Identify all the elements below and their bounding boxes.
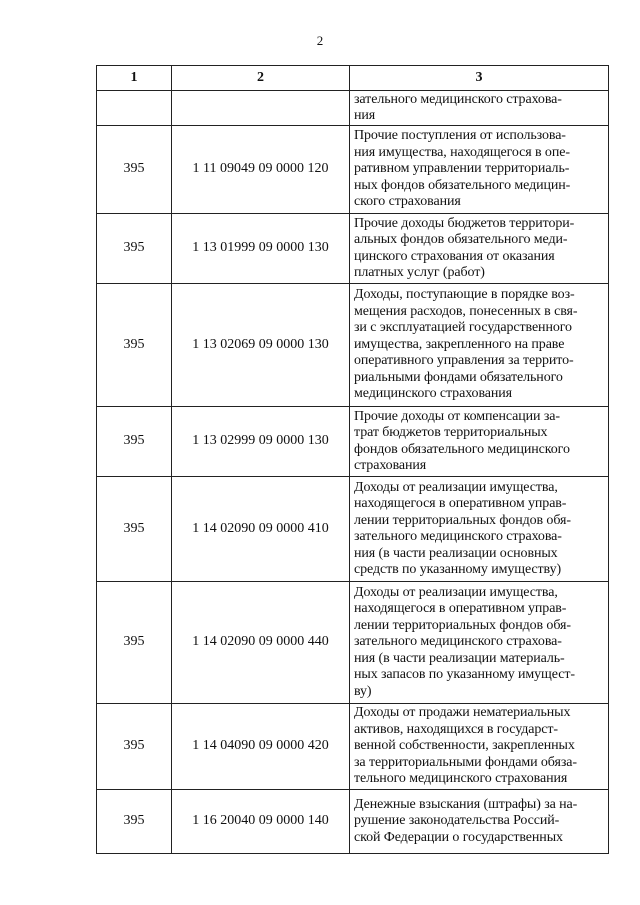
income-description-cell <box>350 790 609 854</box>
table-row <box>97 582 609 704</box>
description-line: Доходы от продажи нематериальных <box>354 705 571 721</box>
description-line: зательного медицинского страхова- <box>354 634 562 650</box>
description-line: тельного медицинского страхования <box>354 771 568 787</box>
description-line: ративном управлении территориаль- <box>354 161 570 177</box>
description-line: лении территориальных фондов обя- <box>354 512 571 528</box>
admin-code-cell <box>97 91 172 126</box>
description-line: страхования <box>354 458 427 473</box>
description-line: ния имущества, находящегося в опе- <box>354 144 570 160</box>
description-line: Доходы, поступающие в порядке воз- <box>354 287 575 303</box>
table-row <box>97 284 609 407</box>
description-line: ву) <box>354 683 372 699</box>
description-line: находящегося в оперативном управ- <box>354 601 567 617</box>
budget-codes-table <box>96 65 609 854</box>
income-description-cell <box>350 126 609 214</box>
income-description-cell <box>350 582 609 704</box>
description-line: Денежные взыскания (штрафы) за на- <box>354 796 578 812</box>
description-line: альных фондов обязательного меди- <box>354 232 568 247</box>
admin-code-cell: 395 <box>97 126 172 214</box>
description-line: мещения расходов, понесенных в свя- <box>354 303 578 319</box>
description-line: ния (в части реализации материаль- <box>354 650 565 666</box>
description-line: ния (в части реализации основных <box>354 545 558 561</box>
admin-code-cell: 395 <box>97 407 172 477</box>
budget-classification-code-cell <box>172 91 350 126</box>
income-description-cell <box>350 704 609 790</box>
description-line: медицинского страхования <box>354 386 513 402</box>
description-line: ных фондов обязательного медицин- <box>354 177 571 193</box>
description-line: за территориальными фондами обяза- <box>354 754 577 770</box>
description-line: цинского страхования от оказания <box>354 248 555 264</box>
description-line: рушение законодательства Россий- <box>354 813 560 829</box>
description-line: фондов обязательного медицинского <box>354 441 570 457</box>
description-line: платных услуг (работ) <box>354 265 485 280</box>
table-row <box>97 704 609 790</box>
description-line: Прочие поступления от использова- <box>354 128 566 144</box>
budget-classification-code-cell: 1 11 09049 09 0000 120 <box>172 126 350 214</box>
column-header: 2 <box>172 66 350 91</box>
admin-code-cell: 395 <box>97 582 172 704</box>
table-header-row <box>97 66 609 91</box>
description-line: средств по указанному имуществу) <box>354 562 562 577</box>
budget-classification-code-cell: 1 14 02090 09 0000 440 <box>172 582 350 704</box>
admin-code-cell: 395 <box>97 284 172 407</box>
description-line: риальными фондами обязательного <box>354 369 563 385</box>
income-description-cell <box>350 477 609 582</box>
budget-classification-code-cell: 1 13 02999 09 0000 130 <box>172 407 350 477</box>
description-line: лении территориальных фондов обя- <box>354 617 571 633</box>
admin-code-cell: 395 <box>97 477 172 582</box>
description-line: Доходы от реализации имущества, <box>354 584 558 600</box>
page-number: 2 <box>316 33 324 48</box>
description-line: трат бюджетов территориальных <box>354 425 548 440</box>
description-line: ской Федерации о государственных <box>354 829 563 845</box>
column-header: 3 <box>350 66 609 91</box>
admin-code-cell: 395 <box>97 214 172 284</box>
budget-classification-code-cell: 1 13 01999 09 0000 130 <box>172 214 350 284</box>
description-line: оперативного управления за террито- <box>354 353 574 369</box>
admin-code-cell: 395 <box>97 790 172 854</box>
income-description-cell <box>350 407 609 477</box>
description-line: активов, находящихся в государст- <box>354 721 558 737</box>
description-line: ния <box>354 108 376 123</box>
table-row <box>97 790 609 854</box>
description-line: Прочие доходы от компенсации за- <box>354 408 560 424</box>
description-line: зи с эксплуатацией государственного <box>354 320 572 336</box>
description-line: имущества, закрепленного на праве <box>354 336 565 352</box>
description-line: зательного медицинского страхова- <box>354 529 562 544</box>
table-body <box>97 91 609 854</box>
budget-classification-code-cell: 1 14 04090 09 0000 420 <box>172 704 350 790</box>
budget-classification-code-cell: 1 14 02090 09 0000 410 <box>172 477 350 582</box>
income-description-cell <box>350 91 609 126</box>
description-line: Доходы от реализации имущества, <box>354 479 558 495</box>
description-line: ных запасов по указанному имущест- <box>354 667 575 683</box>
description-line: Прочие доходы бюджетов территори- <box>354 215 575 231</box>
budget-classification-code-cell: 1 13 02069 09 0000 130 <box>172 284 350 407</box>
table-row <box>97 91 609 126</box>
budget-classification-code-cell: 1 16 20040 09 0000 140 <box>172 790 350 854</box>
column-header: 1 <box>97 66 172 91</box>
income-description-cell <box>350 284 609 407</box>
description-line: находящегося в оперативном управ- <box>354 496 567 511</box>
description-line: венной собственности, закрепленных <box>354 738 575 754</box>
table-row <box>97 126 609 214</box>
description-line: ского страхования <box>354 194 461 210</box>
income-description-cell <box>350 214 609 284</box>
table-row <box>97 407 609 477</box>
admin-code-cell: 395 <box>97 704 172 790</box>
table-row <box>97 214 609 284</box>
table-row <box>97 477 609 582</box>
description-line: зательного медицинского страхова- <box>354 91 562 107</box>
